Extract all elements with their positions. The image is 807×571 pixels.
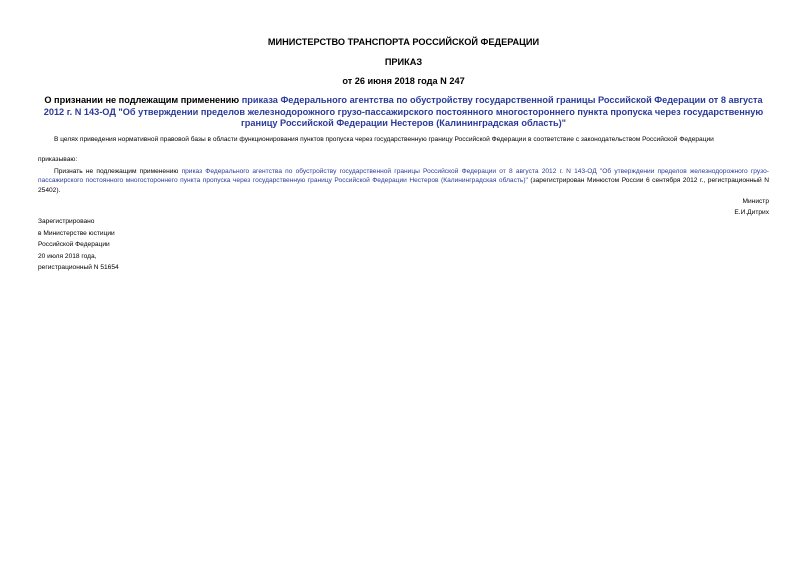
title-link[interactable]: приказа Федерального агентства по обустройству государственной границы Российской Федерации от 8 августа 2012 г. N 143-ОД "Об утверждении пределов железнодорожного грузо-пассажирского постоянного многостороннего пункта пропуска через государственную границу Российской Федерации Нестеров (Калининградская область)" (43, 95, 764, 128)
document-title (38, 95, 769, 130)
signature-name: Е.И.Дитрих (734, 209, 769, 216)
main-paragraph (38, 167, 769, 195)
registration-block (38, 216, 119, 274)
main-suffix: (зарегистрирован Минюстом России 6 сентября 2012 г., регистрационный N 25402). (38, 177, 769, 194)
registration-line: 20 июля 2018 года, (38, 252, 97, 260)
ministry-heading: МИНИСТЕРСТВО ТРАНСПОРТА РОССИЙСКОЙ ФЕДЕРАЦИИ (267, 37, 540, 47)
document-page (38, 0, 769, 571)
signature-position: Министр (742, 198, 769, 205)
preamble-paragraph: В целях приведения нормативной правовой базы в области функционирования пунктов пропуска через государственную границу Российской Федерации в соответствие с законодательством Российской Федерации (54, 136, 714, 143)
registration-line: Российской Федерации (38, 241, 110, 249)
registration-line: регистрационный N 51654 (38, 264, 119, 272)
title-prefix: О признании не подлежащим применению (44, 95, 242, 105)
main-prefix: Признать не подлежащим применению (54, 168, 182, 175)
registration-line: в Министерстве юстиции (38, 229, 115, 237)
registration-line: Зарегистрировано (38, 218, 95, 225)
doc-type-heading: ПРИКАЗ (384, 57, 423, 67)
main-link[interactable]: приказ Федерального агентства по обустройству государственной границы Российской Федерации от 8 августа 2012 г. N 143-ОД "Об утверждении пределов железнодорожного грузо-пассажирского постоянного многостороннего пункта пропуска через государственную границу Российской Федерации Нестеров (Калининградская область)" (38, 168, 769, 185)
order-word: приказываю: (38, 156, 78, 163)
date-number-heading: от 26 июня 2018 года N 247 (342, 76, 465, 86)
